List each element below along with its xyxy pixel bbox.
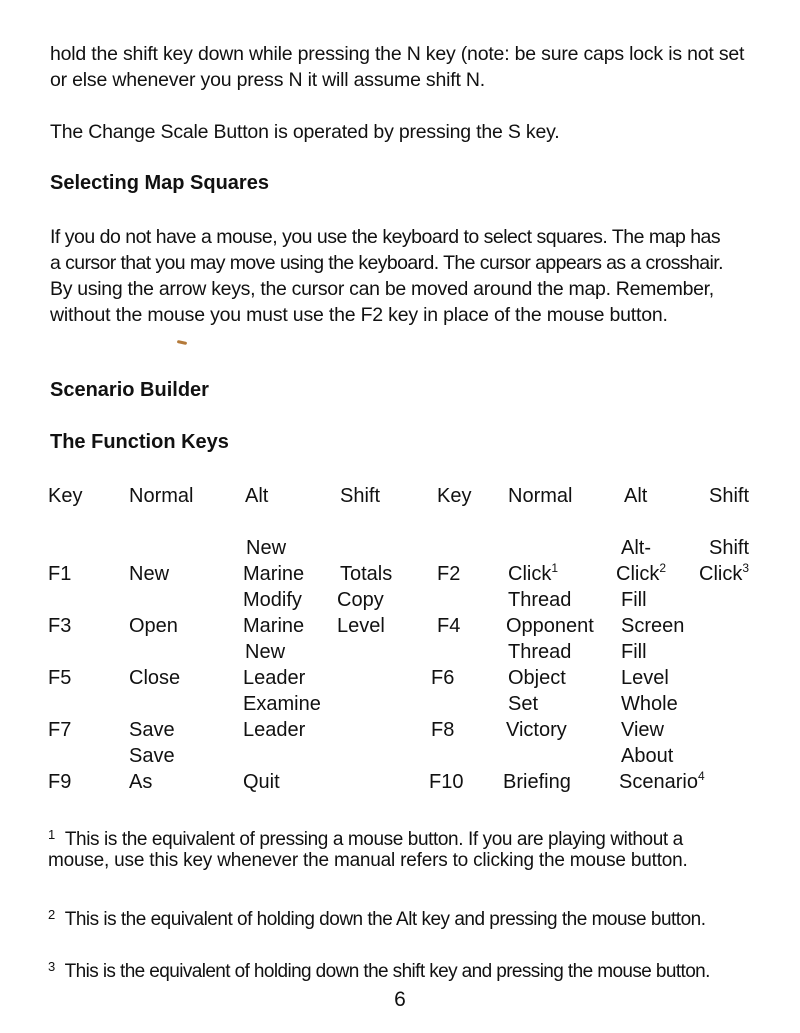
click-label: Click xyxy=(508,563,552,585)
table-cell: Marine xyxy=(243,563,305,585)
table-cell: Thread xyxy=(508,641,572,663)
table-cell: Examine xyxy=(243,693,321,715)
table-cell: Marine xyxy=(243,615,305,637)
footnote-ref-1: 1 xyxy=(551,561,559,575)
footnote-1-line-2 xyxy=(48,848,798,874)
table-row xyxy=(0,587,800,613)
scenario-builder-heading: Scenario Builder xyxy=(50,379,209,401)
header-key: Key xyxy=(48,485,83,507)
table-cell xyxy=(616,561,666,587)
table-cell: F4 xyxy=(437,615,461,637)
table-cell: New xyxy=(129,563,170,585)
table-cell: F3 xyxy=(48,615,72,637)
footnote-number: 3 xyxy=(48,959,55,974)
header-alt: Alt xyxy=(245,485,269,507)
footnote-text: This is the equivalent of pressing a mouse button. If you are playing without a xyxy=(64,829,683,850)
table-row xyxy=(0,639,800,665)
table-cell: Leader xyxy=(243,719,306,741)
header-normal: Normal xyxy=(508,485,573,507)
table-row xyxy=(0,561,800,587)
table-cell: Whole xyxy=(621,693,678,715)
table-cell: Save xyxy=(129,745,175,767)
footnote-3 xyxy=(48,954,798,985)
table-cell: New xyxy=(245,641,286,663)
selecting-line-2: a cursor that you may move using the keyboard. The cursor appears as a crosshair. xyxy=(50,252,723,274)
shift-click-label: Click xyxy=(699,563,743,585)
table-cell: F5 xyxy=(48,667,72,689)
table-row xyxy=(0,613,800,639)
table-cell: Alt- xyxy=(621,537,651,559)
header-shift: Shift xyxy=(709,485,750,507)
table-cell: Thread xyxy=(508,589,572,611)
table-cell: Copy xyxy=(337,589,384,611)
table-cell: F10 xyxy=(429,771,464,793)
table-cell: Fill xyxy=(621,641,647,663)
table-cell: Quit xyxy=(243,771,280,793)
table-row xyxy=(0,535,800,561)
selecting-heading: Selecting Map Squares xyxy=(50,172,269,194)
footnote-ref-4: 4 xyxy=(697,769,705,783)
table-cell: Modify xyxy=(243,589,302,611)
header-key: Key xyxy=(437,485,472,507)
selecting-line-1: If you do not have a mouse, you use the keyboard to select squares. The map has xyxy=(50,226,721,248)
footnote-text: mouse, use this key whenever the manual refers to clicking the mouse button. xyxy=(48,850,688,871)
footnote-ref-3: 3 xyxy=(742,561,750,575)
table-row xyxy=(0,665,800,691)
intro-line-2: or else whenever you press N it will assume shift N. xyxy=(50,69,486,91)
table-row xyxy=(0,691,800,717)
scenario-label: Scenario xyxy=(619,771,698,793)
selecting-line-3: By using the arrow keys, the cursor can be moved around the map. Remember, xyxy=(50,278,714,300)
intro-line-1: hold the shift key down while pressing the N key (note: be sure caps lock is not set xyxy=(50,43,745,65)
table-cell: Object xyxy=(508,667,566,689)
footnote-ref-2: 2 xyxy=(659,561,667,575)
function-keys-heading: The Function Keys xyxy=(50,431,229,453)
selecting-line-4: without the mouse you must use the F2 key in place of the mouse button. xyxy=(50,304,668,326)
header-normal: Normal xyxy=(129,485,194,507)
paper-speck xyxy=(177,340,187,345)
table-cell: F6 xyxy=(431,667,455,689)
footnote-number: 1 xyxy=(48,827,55,842)
table-cell: F7 xyxy=(48,719,72,741)
table-cell: Set xyxy=(508,693,539,715)
table-cell xyxy=(699,561,749,587)
table-cell: Totals xyxy=(340,563,393,585)
table-cell: Briefing xyxy=(503,771,571,793)
table-cell: Leader xyxy=(243,667,306,689)
change-scale-text: The Change Scale Button is operated by pressing the S key. xyxy=(50,121,560,143)
footnote-number: 2 xyxy=(48,907,55,922)
table-cell xyxy=(508,561,558,587)
table-cell: Level xyxy=(337,615,385,637)
table-cell: As xyxy=(129,771,153,793)
table-cell: Save xyxy=(129,719,175,741)
header-shift: Shift xyxy=(340,485,381,507)
table-cell: About xyxy=(621,745,674,767)
table-cell: Screen xyxy=(621,615,685,637)
table-cell: Victory xyxy=(506,719,567,741)
header-alt: Alt xyxy=(624,485,648,507)
table-cell: Fill xyxy=(621,589,647,611)
footnote-text: This is the equivalent of holding down the Alt key and pressing the mouse button. xyxy=(64,909,706,930)
table-cell: Open xyxy=(129,615,178,637)
table-cell: New xyxy=(246,537,287,559)
table-cell: F8 xyxy=(431,719,455,741)
table-cell: Shift xyxy=(709,537,750,559)
table-cell: View xyxy=(621,719,664,741)
table-cell: Close xyxy=(129,667,181,689)
page-number: 6 xyxy=(394,988,406,1011)
table-header-row xyxy=(0,483,800,509)
table-cell: F2 xyxy=(437,563,461,585)
table-cell: Opponent xyxy=(506,615,594,637)
table-cell xyxy=(619,769,705,795)
table-cell: F1 xyxy=(48,563,72,585)
table-row xyxy=(0,717,800,743)
alt-click-label: Click xyxy=(616,563,660,585)
footnote-text: This is the equivalent of holding down the shift key and pressing the mouse button. xyxy=(64,961,710,982)
table-row xyxy=(0,769,800,795)
footnote-2 xyxy=(48,902,798,933)
table-cell: F9 xyxy=(48,771,72,793)
table-row xyxy=(0,743,800,769)
table-cell: Level xyxy=(621,667,669,689)
